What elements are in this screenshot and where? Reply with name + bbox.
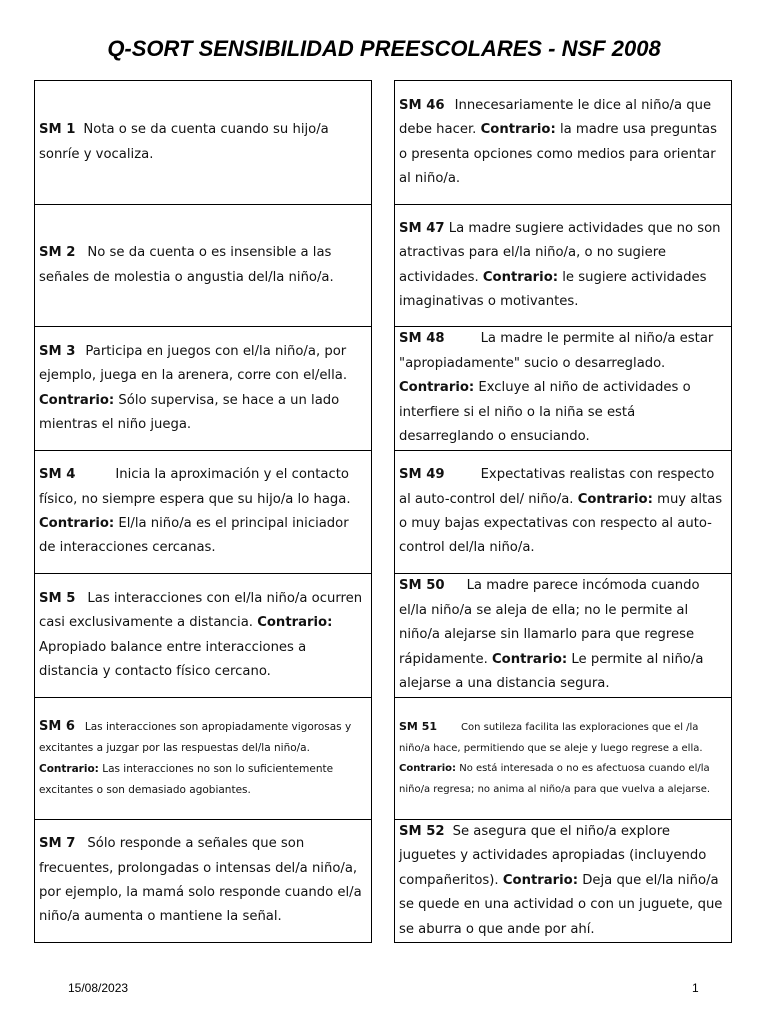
card-sm49 (394, 450, 732, 574)
contrario-text: Sólo supervisa, se hace a un lado mientras el niño juega. (39, 392, 340, 432)
item-text: Participa en juegos con el/la niño/a, por ejemplo, juega en la arenera, corre con el/ella. (39, 343, 348, 384)
item-text: Con sutileza facilita las exploraciones que el /la niño/a hace, permitiendo que se aleje y luego regrese a ella. (399, 722, 703, 754)
card-sm1 (34, 80, 372, 205)
card-sm2 (34, 204, 372, 327)
contrario-text: Deja que el/la niño/a se quede en una actividad o con un juguete, que se aburra o que ande por ahí. (399, 872, 723, 937)
contrario-text: El/la niño/a es el principal iniciador de interacciones cercanas. (39, 516, 349, 556)
item-text: La madre parece incómoda cuando el/la niño/a se aleja de ella; no le permite al niño/a alejarse sin llamarlo para que regrese rápidamente. (399, 578, 700, 667)
contrario-label: Contrario: (502, 872, 579, 888)
item-code: SM 47 (399, 220, 445, 236)
contrario-text: Apropiado balance entre interacciones a distancia y contacto físico cercano. (39, 639, 307, 679)
item-text: Las interacciones son apropiadamente vigorosas y excitantes a juzgar por las respuestas del/la niño/a. (39, 721, 352, 754)
item-text: Sólo responde a señales que son frecuentes, prolongadas o intensas del/a niño/a, por ejemplo, la mamá solo responde cuando el/a niño/a aumenta o mantiene la señal. (39, 836, 362, 925)
contrario-label: Contrario: (399, 763, 457, 774)
item-code: SM 5 (39, 590, 76, 606)
item-text: Innecesariamente le dice al niño/a que debe hacer. (399, 97, 712, 138)
item-text: No se da cuenta o es insensible a las señales de molestia o angustia del/la niño/a. (39, 245, 334, 285)
item-code: SM 3 (39, 343, 76, 359)
item-text: Las interacciones con el/la niño/a ocurren casi exclusivamente a distancia. (39, 590, 363, 631)
item-code: SM 7 (39, 836, 76, 852)
card-sm7 (34, 819, 372, 943)
contrario-text: Le permite al niño/a alejarse a una distancia segura. (399, 651, 704, 692)
card-sm46 (394, 80, 732, 205)
contrario-label: Contrario: (39, 516, 115, 531)
item-code: SM 2 (39, 245, 76, 261)
page-title: Q-SORT SENSIBILIDAD PREESCOLARES - NSF 2008 (107, 36, 661, 61)
card-sm4 (34, 450, 372, 574)
contrario-label: Contrario: (482, 269, 559, 285)
contrario-text: No está interesada o no es afectuosa cuando el/la niño/a regresa; no anima al niño/a para que vuelva a alejarse. (399, 763, 711, 795)
contrario-text: muy altas o muy bajas expectativas con respecto al auto-control del/la niño/a. (399, 491, 723, 556)
card-sm47 (394, 204, 732, 327)
item-text: Inicia la aproximación y el contacto físico, no siempre espera que su hijo/a lo haga. (39, 467, 351, 507)
item-code: SM 48 (399, 331, 445, 347)
item-code: SM 1 (39, 122, 76, 138)
contrario-label: Contrario: (257, 615, 333, 631)
card-sm3 (34, 326, 372, 451)
contrario-label: Contrario: (39, 392, 115, 408)
item-text: La madre le permite al niño/a estar "apropiadamente" sucio o desarreglado. (399, 331, 714, 371)
contrario-text: la madre usa preguntas o presenta opciones como medios para orientar al niño/a. (399, 122, 717, 186)
item-text: Nota o se da cuenta cuando su hijo/a sonríe y vocaliza. (39, 122, 329, 162)
card-sm50 (394, 573, 732, 698)
contrario-label: Contrario: (399, 380, 475, 396)
item-code: SM 46 (399, 97, 445, 113)
contrario-text: le sugiere actividades imaginativas o motivantes. (399, 269, 707, 309)
contrario-label: Contrario: (39, 763, 99, 775)
card-sm52 (394, 819, 732, 943)
card-sm5 (34, 573, 372, 698)
contrario-text: Excluye al niño de actividades o interfiere si el niño o la niña se está desarreglando o ensuciando. (399, 380, 691, 445)
contrario-label: Contrario: (480, 122, 556, 138)
footer-date: 15/08/2023 (68, 981, 129, 995)
contrario-text: Las interacciones no son lo suficientemente excitantes o son demasiado agobiantes. (39, 763, 334, 796)
contrario-label: Contrario: (492, 651, 568, 667)
card-sm48 (394, 326, 732, 451)
item-text: Expectativas realistas con respecto al auto-control del/ niño/a. (399, 467, 715, 507)
item-code: SM 50 (399, 578, 445, 594)
item-code: SM 4 (39, 467, 76, 483)
item-code: SM 52 (399, 823, 445, 839)
item-code: SM 49 (399, 467, 445, 483)
footer-page-number: 1 (692, 981, 699, 995)
card-sm51 (394, 697, 732, 820)
item-code: SM 6 (39, 719, 75, 734)
item-text: Se asegura que el niño/a explore juguetes y actividades apropiadas (incluyendo compañeritos). (399, 823, 707, 888)
item-code: SM 51 (399, 720, 438, 733)
item-text: La madre sugiere actividades que no son atractivas para el/la niño/a, o no sugiere actividades. (399, 220, 721, 285)
card-sm6 (34, 697, 372, 820)
contrario-label: Contrario: (577, 491, 653, 507)
